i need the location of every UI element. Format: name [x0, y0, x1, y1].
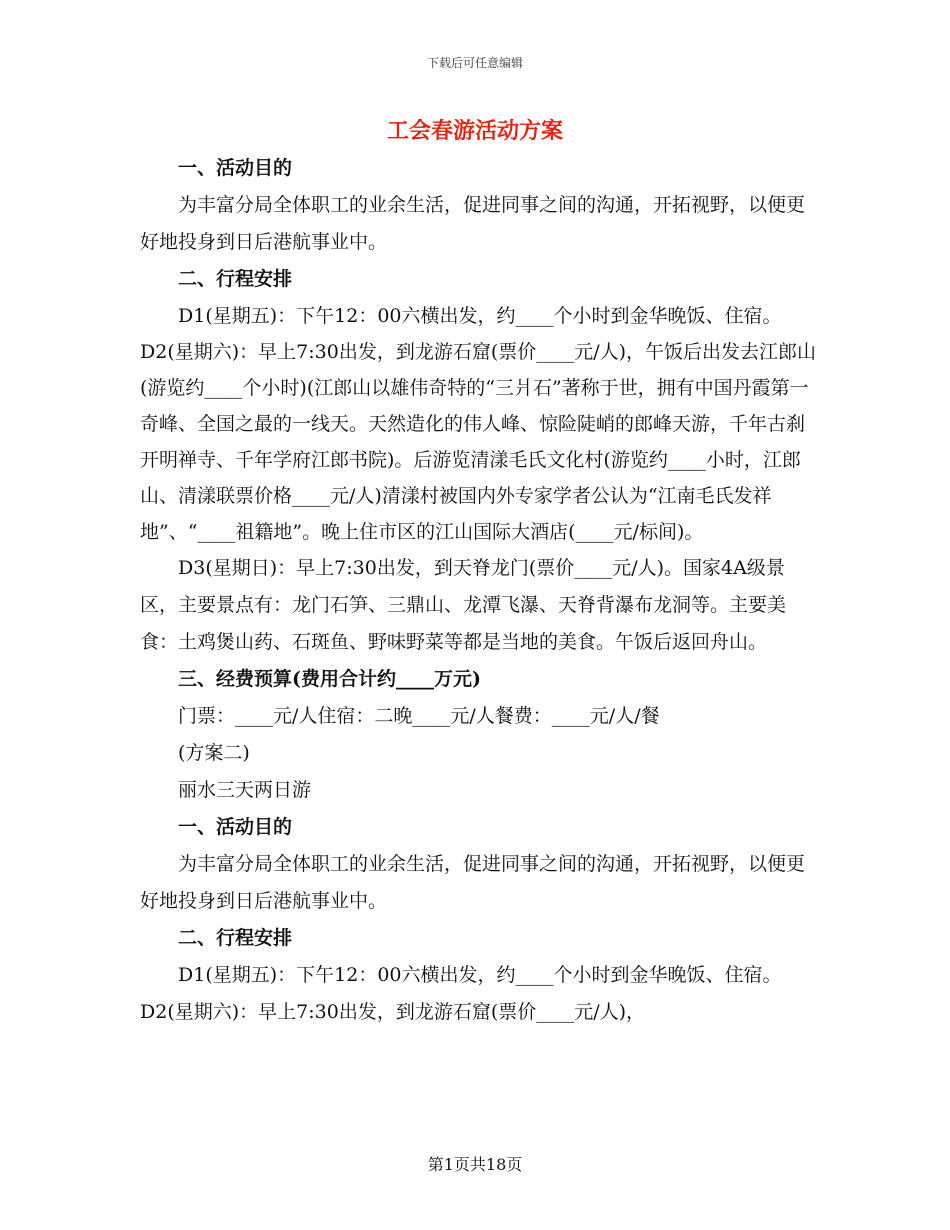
- section-heading: 二、行程安排: [178, 927, 293, 949]
- body-paragraph: (方案二): [178, 742, 250, 764]
- body-paragraph: D3(星期日)：早上7:30出发，到天脊龙门(票价____元/人)。国家4A级景区，主要景点有：龙门石笋、三鼎山、龙潭飞瀑、天脊背瀑布龙洞等。主要美食：土鸡煲山药、石斑鱼、野味野菜等都是当地的美食。午饭后返回舟山。: [140, 557, 787, 653]
- header-note: 下载后可任意编辑: [426, 56, 523, 70]
- document-title: 工会春游活动方案: [386, 118, 563, 144]
- section-heading: 一、活动目的: [178, 816, 293, 838]
- section-heading: 二、行程安排: [178, 268, 293, 290]
- section-heading: 一、活动目的: [178, 157, 293, 179]
- body-paragraph: D1(星期五)：下午12：00六横出发，约____个小时到金华晚饭、住宿。D2(星期六)：早上7:30出发，到龙游石窟(票价____元/人)，: [140, 964, 782, 1023]
- document-body: [140, 150, 820, 1031]
- body-paragraph: 为丰富分局全体职工的业余生活，促进同事之间的沟通，开拓视野，以便更好地投身到日后港航事业中。: [140, 194, 806, 253]
- section-heading: 三、经费预算(费用合计约____万元): [178, 668, 481, 690]
- body-paragraph: 门票：____元/人住宿：二晚____元/人餐费：____元/人/餐: [178, 705, 660, 727]
- body-paragraph: 丽水三天两日游: [178, 779, 312, 801]
- body-paragraph: 为丰富分局全体职工的业余生活，促进同事之间的沟通，开拓视野，以便更好地投身到日后港航事业中。: [140, 853, 806, 912]
- page-footer: 第1页共18页: [427, 1155, 523, 1174]
- body-paragraph: D1(星期五)：下午12：00六横出发，约____个小时到金华晚饭、住宿。D2(星期六)：早上7:30出发，到龙游石窟(票价____元/人)，午饭后出发去江郎山(游览约____个小时)(江郎山以雄伟奇特的“三爿石”著称于世，拥有中国丹霞第一奇峰、全国之最的一线天。天然造化的伟人峰、惊险陡峭的郎峰天游，千年古刹开明禅寺、千年学府江郎书院)。后游览清漾毛氏文化村(游览约____小时，江郎山、清漾联票价格____元/人)清漾村被国内外专家学者公认为“江南毛氏发祥地”、“____祖籍地”。晚上住市区的江山国际大酒店(____元/标间)。: [140, 305, 817, 543]
